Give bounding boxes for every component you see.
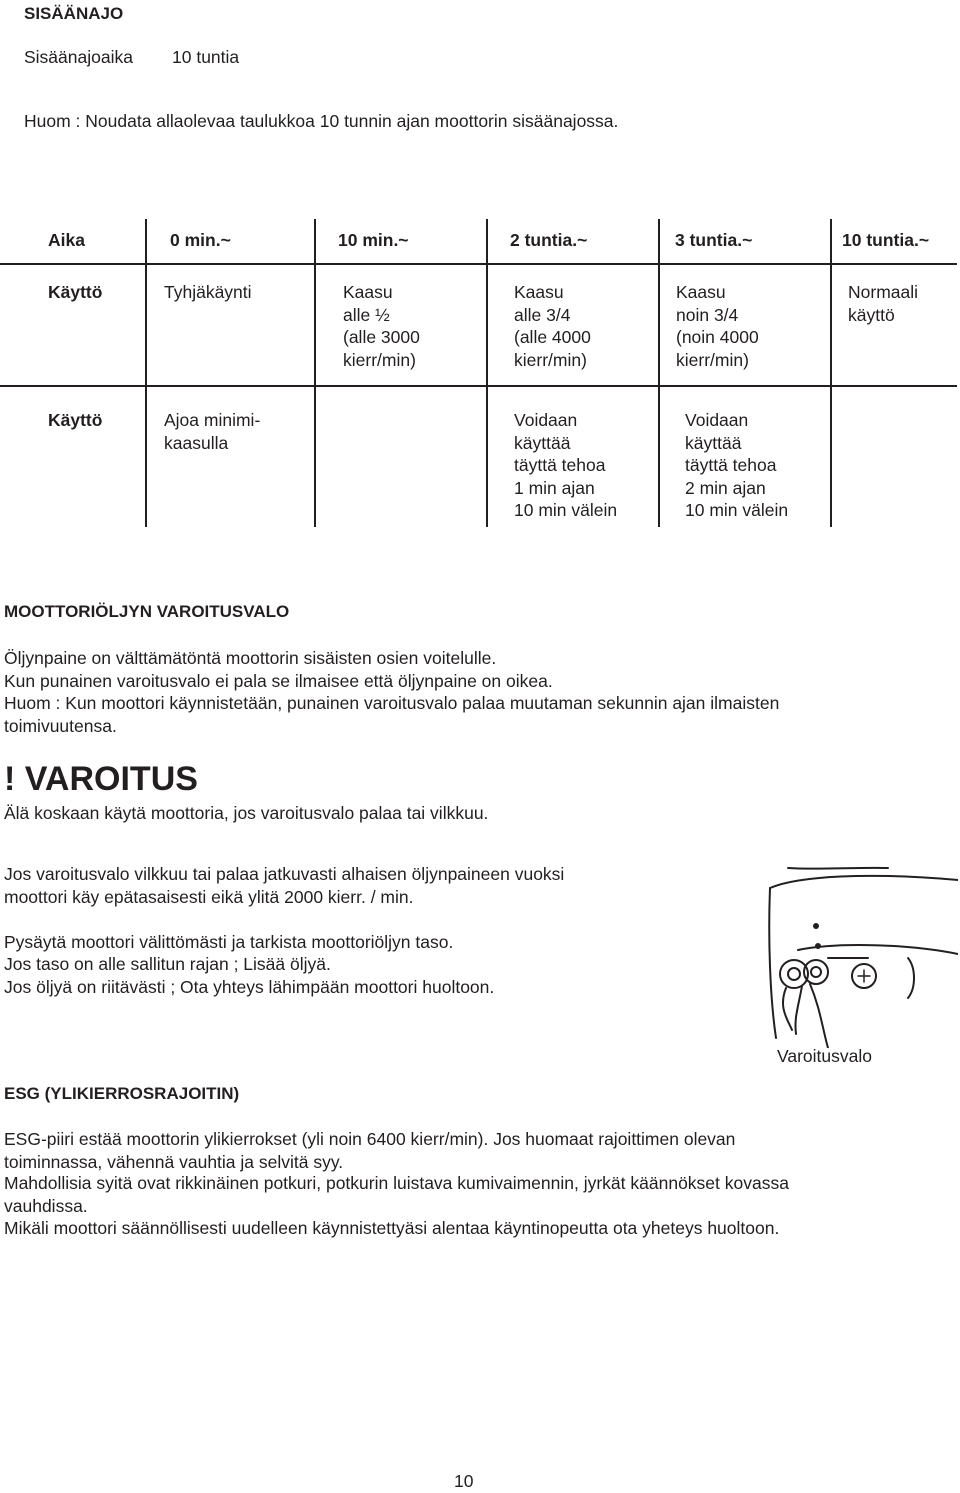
time-header-1: 10 min.~ <box>338 230 409 250</box>
table-rule-middle <box>0 385 957 387</box>
page-number: 10 <box>454 1471 474 1491</box>
section-heading-esg: ESG (YLIKIERROSRAJOITIN) <box>4 1084 240 1103</box>
esg-paragraph-3: Mikäli moottori säännöllisesti uudelleen käynnistettyäsi alentaa käyntinopeutta ota yheteys huoltoon. <box>4 1218 780 1238</box>
oil-paragraph-2: Kun punainen varoitusvalo ei pala se ilmaisee että öljynpaine on oikea. <box>4 671 553 691</box>
column-divider <box>145 219 147 527</box>
time-header-3: 3 tuntia.~ <box>675 230 753 250</box>
row1-cell-3: Kaasu noin 3/4 (noin 4000 kierr/min) <box>676 282 759 370</box>
time-header-0: 0 min.~ <box>170 230 231 250</box>
row1-cell-2: Kaasu alle 3/4 (alle 4000 kierr/min) <box>514 282 591 370</box>
time-header-2: 2 tuntia.~ <box>510 230 588 250</box>
oil-paragraph-6: Jos taso on alle sallitun rajan ; Lisää öljyä. <box>4 954 331 974</box>
row1-cell-4: Normaali käyttö <box>848 282 919 325</box>
column-divider <box>314 219 316 527</box>
break-in-time-value: 10 tuntia <box>172 47 240 67</box>
indicator-dot-icon <box>815 943 821 949</box>
section-heading-oil-warning: MOOTTORIÖLJYN VAROITUSVALO <box>4 602 290 621</box>
row2-cell-0: Ajoa minimi- kaasulla <box>164 410 261 453</box>
column-divider <box>486 219 488 527</box>
section-heading-break-in: SISÄÄNAJO <box>24 4 124 23</box>
row2-label: Käyttö <box>48 410 103 430</box>
column-divider <box>658 219 660 527</box>
break-in-time-label: Sisäänajoaika <box>24 47 133 67</box>
table-header-label: Aika <box>48 230 85 250</box>
oil-paragraph-5: Pysäytä moottori välittömästi ja tarkista moottoriöljyn taso. <box>4 932 454 952</box>
break-in-note: Huom : Noudata allaolevaa taulukkoa 10 tunnin ajan moottorin sisäänajossa. <box>24 111 619 131</box>
row1-cell-0: Tyhjäkäynti <box>164 282 252 302</box>
engine-warning-light-illustration <box>758 858 958 1048</box>
row1-label: Käyttö <box>48 282 103 302</box>
warning-text: Älä koskaan käytä moottoria, jos varoitusvalo palaa tai vilkkuu. <box>4 803 489 823</box>
oil-paragraph-4: Jos varoitusvalo vilkkuu tai palaa jatkuvasti alhaisen öljynpaineen vuoksi moottori käy epätasaisesti eikä ylitä 2000 kierr. / min. <box>4 864 565 907</box>
oil-paragraph-7: Jos öljyä on riitävästi ; Ota yhteys lähimpään moottori huoltoon. <box>4 977 495 997</box>
column-divider <box>830 219 832 527</box>
esg-paragraph-1: ESG-piiri estää moottorin ylikierrokset (yli noin 6400 kierr/min). Jos huomaat rajoittimen olevan toiminnassa, vähennä vauhtia ja selvitä syy. <box>4 1129 736 1172</box>
row2-cell-3: Voidaan käyttää täyttä tehoa 2 min ajan 10 min välein <box>685 410 789 520</box>
row1-cell-1: Kaasu alle ½ (alle 3000 kierr/min) <box>343 282 420 370</box>
oil-paragraph-1: Öljynpaine on välttämätöntä moottorin sisäisten osien voitelulle. <box>4 648 497 668</box>
warning-title: ! VAROITUS <box>4 760 198 798</box>
row2-cell-2: Voidaan käyttää täyttä tehoa 1 min ajan 10 min välein <box>514 410 618 520</box>
warning-light-label: Varoitusvalo <box>777 1046 873 1066</box>
oil-paragraph-3: Huom : Kun moottori käynnistetään, punainen varoitusvalo palaa muutaman sekunnin ajan ilmaisten toimivuutensa. <box>4 693 780 736</box>
table-rule-top <box>0 263 957 265</box>
time-header-4: 10 tuntia.~ <box>842 230 930 250</box>
indicator-dot-icon <box>813 923 819 929</box>
esg-paragraph-2: Mahdollisia syitä ovat rikkinäinen potkuri, potkurin luistava kumivaimennin, jyrkät käännökset kovassa vauhdissa. <box>4 1173 789 1216</box>
